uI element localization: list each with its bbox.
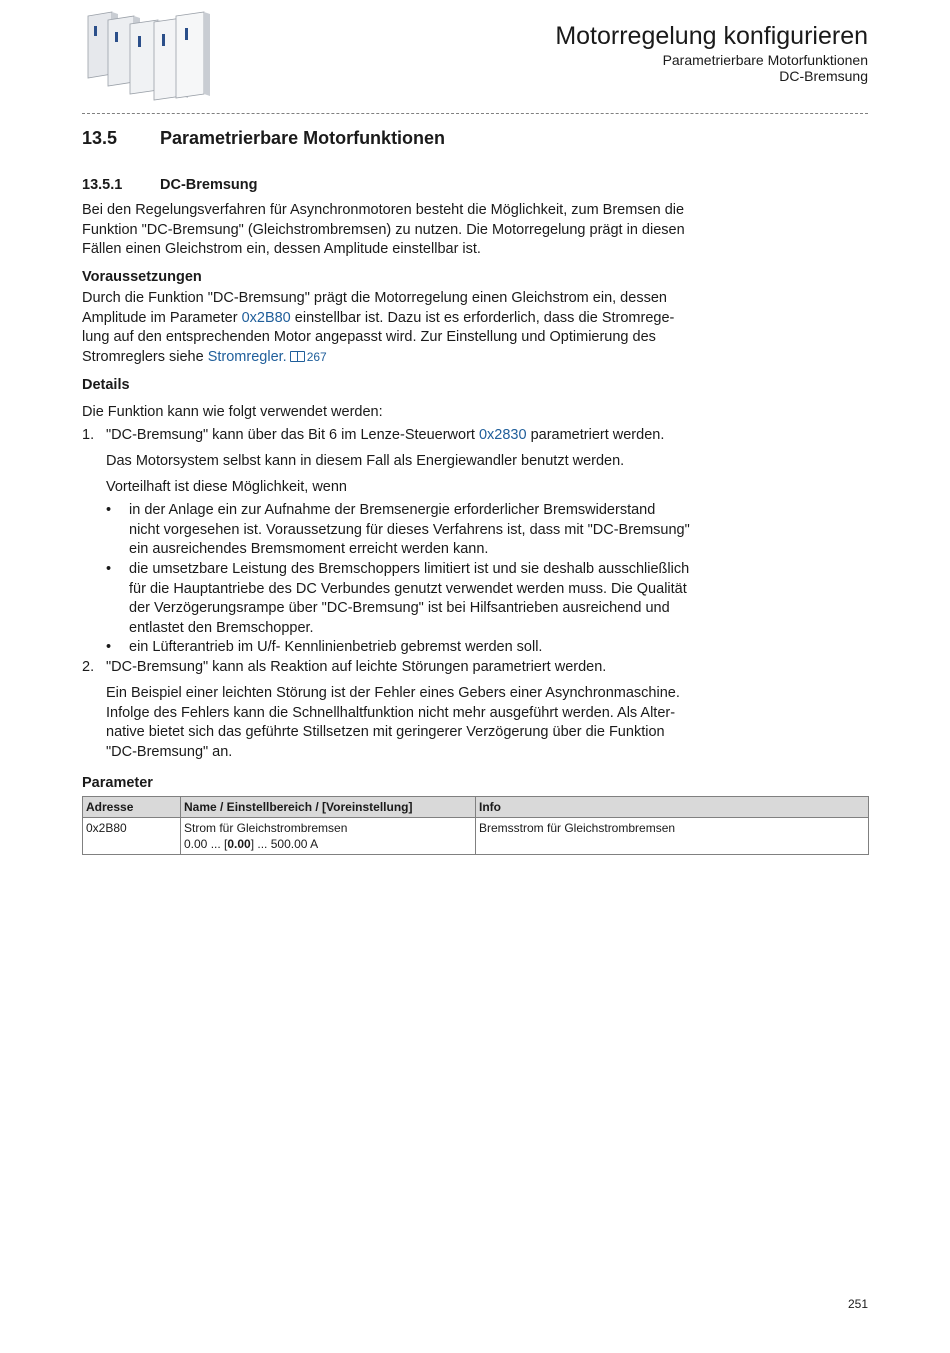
page-reference[interactable]: 267 xyxy=(306,349,327,364)
bullet-icon: • xyxy=(106,639,112,655)
address-cell: 0x2B80 xyxy=(83,818,181,855)
param-link-0x2B80[interactable]: 0x2B80 xyxy=(241,309,291,326)
list-number: 2. xyxy=(82,659,95,675)
table-header-row xyxy=(83,797,869,818)
bullet-line: nicht vorgesehen ist. Voraussetzung für dieses Verfahrens ist, dass mit "DC-Bremsung" xyxy=(129,521,690,538)
bullet-text: ein Lüfterantrieb im U/f- Kennlinienbetrieb gebremst werden soll. xyxy=(129,639,543,655)
param-range xyxy=(184,836,472,852)
prereq-heading: Voraussetzungen xyxy=(82,269,202,285)
bullet-text xyxy=(129,560,729,638)
subsection-heading xyxy=(82,177,257,193)
page-number: 251 xyxy=(847,1297,868,1311)
list-item-text: "DC-Bremsung" kann als Reaktion auf leichte Störungen parametriert werden. xyxy=(106,659,607,675)
subsection-title: DC-Bremsung xyxy=(160,177,258,193)
bullet-text xyxy=(129,501,729,560)
name-cell xyxy=(181,818,476,855)
prereq-line: Durch die Funktion "DC-Bremsung" prägt die Motorregelung einen Gleichstrom ein, dessen xyxy=(82,290,667,306)
chapter-title: Motorregelung konfigurieren xyxy=(555,22,868,50)
prereq-text: einstellbar ist. Dazu ist es erforderlich, dass die Stromrege- xyxy=(290,309,675,326)
item-paragraph: Das Motorsystem selbst kann in diesem Fall als Energiewandler benutzt werden. xyxy=(106,453,625,469)
prereq-line xyxy=(82,348,722,368)
intro-line: Funktion "DC-Bremsung" (Gleichstrombremsen) zu nutzen. Die Motorregelung prägt in diesen xyxy=(82,221,685,238)
header-subsection: DC-Bremsung xyxy=(779,68,868,84)
section-heading xyxy=(82,128,445,149)
bullet-line: die umsetzbare Leistung des Bremschoppers limitiert ist und sie deshalb ausschließlich xyxy=(129,561,690,577)
list-number: 1. xyxy=(82,427,95,443)
item-text: "DC-Bremsung" kann über das Bit 6 im Lenze-Steuerwort xyxy=(106,427,479,443)
intro-line: Fällen einen Gleichstrom ein, dessen Amplitude einstellbar ist. xyxy=(82,241,481,258)
details-lead: Die Funktion kann wie folgt verwendet werden: xyxy=(82,404,383,420)
bullet-line: der Verzögerungsrampe über "DC-Bremsung" ist bei Hilfsantrieben ausreichend und xyxy=(129,600,670,617)
column-header: Info xyxy=(476,797,869,818)
item-paragraph: Vorteilhaft ist diese Möglichkeit, wenn xyxy=(106,479,347,495)
intro-line: Bei den Regelungsverfahren für Asynchronmotoren besteht die Möglichkeit, zum Bremsen die xyxy=(82,202,685,218)
item-line: native bietet sich das geführte Stillsetzen mit geringerer Verzögerung über die Funktion xyxy=(106,724,665,741)
column-header: Name / Einstellbereich / [Voreinstellung] xyxy=(181,797,476,818)
info-cell: Bremsstrom für Gleichstrombremsen xyxy=(476,818,869,855)
subsection-number: 13.5.1 xyxy=(82,177,123,193)
item-line: Ein Beispiel einer leichten Störung ist der Fehler eines Gebers einer Asynchronmaschine. xyxy=(106,685,680,701)
bullet-line: ein ausreichendes Bremsmoment erreicht werden kann. xyxy=(129,541,489,558)
bullet-icon: • xyxy=(106,502,112,518)
item-text: parametriert werden. xyxy=(526,427,665,443)
current-controller-link[interactable]: Stromregler. xyxy=(207,348,287,365)
parameter-table xyxy=(82,796,869,855)
bullet-line: in der Anlage ein zur Aufnahme der Bremsenergie erforderlicher Bremswiderstand xyxy=(129,502,656,518)
default-value: 0.00 xyxy=(227,837,251,851)
product-image xyxy=(82,4,214,104)
prereq-text: Amplitude im Parameter xyxy=(82,309,242,326)
param-name: Strom für Gleichstrombremsen xyxy=(184,821,348,835)
item-line: "DC-Bremsung" an. xyxy=(106,743,233,760)
intro-paragraph xyxy=(82,201,722,260)
header-divider xyxy=(82,113,868,114)
item-paragraph xyxy=(106,684,726,762)
item-line: Infolge des Fehlers kann die Schnellhaltfunktion nicht mehr ausgeführt werden. Als Alter- xyxy=(106,704,676,721)
section-number: 13.5 xyxy=(82,128,118,148)
prereq-text: Stromreglers siehe xyxy=(82,348,208,365)
book-icon xyxy=(290,351,305,362)
column-header: Adresse xyxy=(83,797,181,818)
bullet-line: für die Hauptantriebe des DC Verbundes genutzt verwendet werden muss. Die Qualität xyxy=(129,580,687,597)
range-text: ] ... 500.00 A xyxy=(250,837,319,851)
prereq-line xyxy=(82,309,722,329)
range-text: 0.00 ... [ xyxy=(184,837,228,851)
details-heading: Details xyxy=(82,377,130,393)
list-item-text xyxy=(106,426,726,446)
section-title: Parametrierbare Motorfunktionen xyxy=(160,128,446,148)
param-link-0x2830[interactable]: 0x2830 xyxy=(478,427,527,443)
header-section: Parametrierbare Motorfunktionen xyxy=(662,52,868,68)
bullet-line: entlastet den Bremschopper. xyxy=(129,619,314,636)
parameter-heading: Parameter xyxy=(82,775,153,791)
bullet-icon: • xyxy=(106,561,112,577)
prereq-paragraph xyxy=(82,289,722,367)
table-row xyxy=(83,818,869,855)
prereq-line: lung auf den entsprechenden Motor angepasst wird. Zur Einstellung und Optimierung des xyxy=(82,329,656,346)
